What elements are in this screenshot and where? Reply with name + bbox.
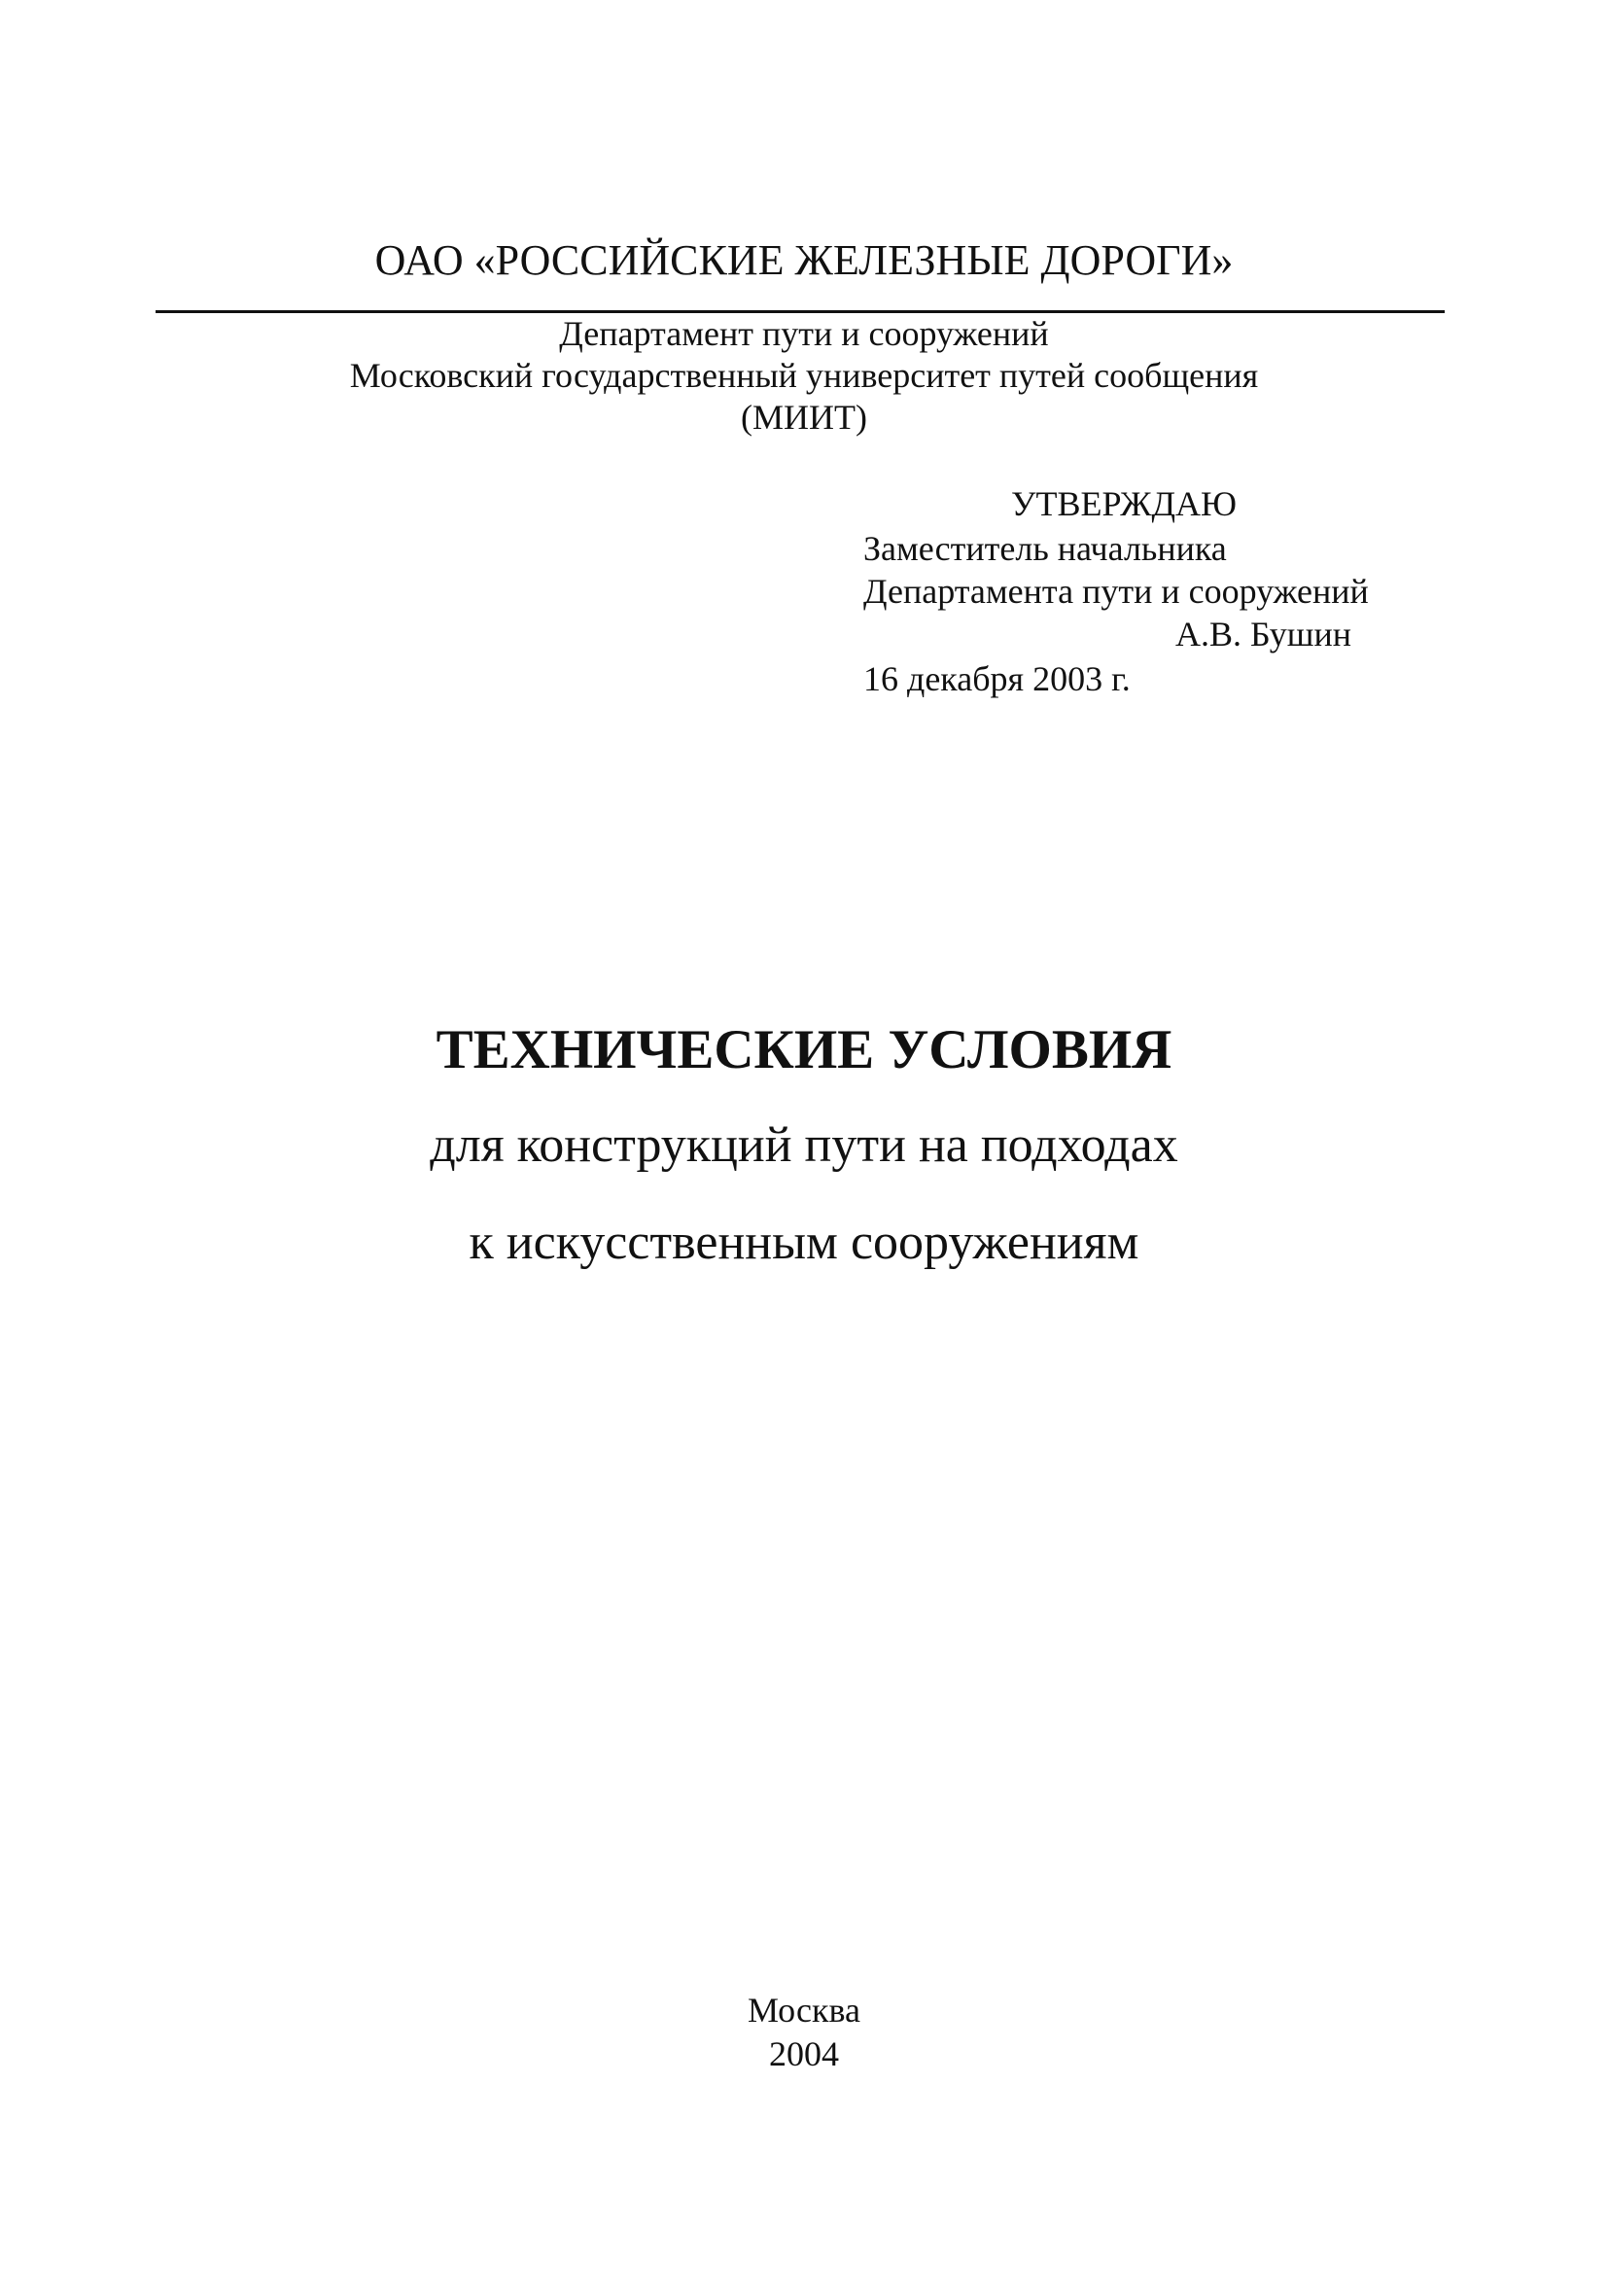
- approval-heading: УТВЕРЖДАЮ: [1011, 484, 1238, 523]
- publication-city: Москва: [748, 1991, 860, 2030]
- document-subtitle-line2: к искусственным сооружениям: [469, 1215, 1139, 1270]
- university-name: Московский государственный университет путей сообщения: [349, 356, 1259, 395]
- organization-title: ОАО «РОССИЙСКИЕ ЖЕЛЕЗНЫЕ ДОРОГИ»: [374, 236, 1234, 284]
- approval-signatory-name: А.В. Бушин: [1175, 615, 1352, 653]
- university-abbreviation: (МИИТ): [741, 398, 867, 437]
- approval-date: 16 декабря 2003 г.: [863, 659, 1131, 698]
- publication-year: 2004: [769, 2034, 839, 2073]
- document-title: ТЕХНИЧЕСКИЕ УСЛОВИЯ: [436, 1019, 1172, 1080]
- approval-position-line1: Заместитель начальника: [863, 529, 1227, 568]
- department-name: Департамент пути и сооружений: [559, 314, 1049, 353]
- approval-position-line2: Департамента пути и сооружений: [863, 572, 1369, 611]
- document-subtitle-line1: для конструкций пути на подходах: [430, 1117, 1178, 1173]
